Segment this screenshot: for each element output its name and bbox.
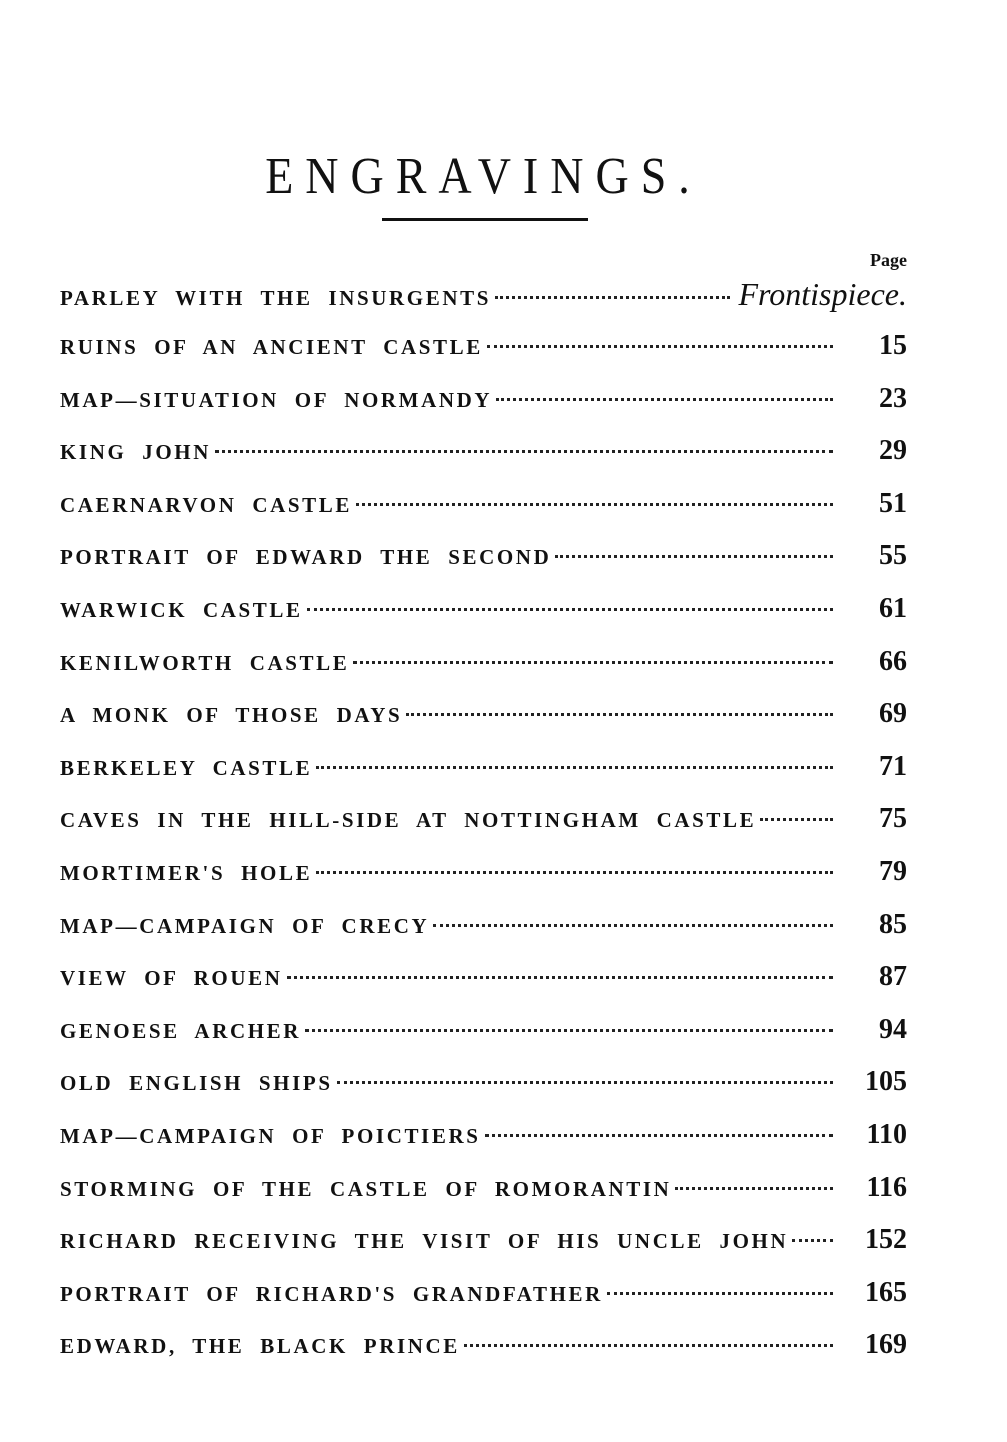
entry-label: KENILWORTH CASTLE (60, 650, 350, 675)
list-item (60, 593, 907, 646)
dot-leader (316, 766, 833, 769)
dot-leader (337, 1081, 833, 1084)
list-item (60, 1066, 907, 1119)
entry-label: PORTRAIT OF EDWARD THE SECOND (60, 545, 552, 570)
entry-page: 66 (879, 645, 907, 677)
entry-page: 165 (865, 1276, 907, 1308)
engravings-list (60, 276, 907, 1382)
list-item (60, 383, 907, 436)
dot-leader (305, 1029, 833, 1032)
list-item (60, 803, 907, 856)
entry-page: 169 (865, 1329, 907, 1361)
list-item (60, 646, 907, 699)
entry-label: MORTIMER'S HOLE (60, 860, 313, 885)
entry-label: BERKELEY CASTLE (60, 755, 313, 780)
entry-page: 71 (879, 750, 907, 782)
list-item (60, 276, 907, 330)
list-item (60, 1014, 907, 1067)
dot-leader (215, 450, 833, 453)
dot-leader (316, 871, 833, 874)
entry-label: A MONK OF THOSE DAYS (60, 703, 403, 728)
entry-page: 69 (879, 698, 907, 730)
entry-label: CAERNARVON CASTLE (60, 492, 352, 517)
page-column-header: Page (870, 250, 907, 270)
list-item (60, 540, 907, 593)
entry-label: RUINS OF AN ANCIENT CASTLE (60, 335, 483, 359)
entry-page: 23 (879, 382, 907, 414)
list-item (60, 1224, 907, 1277)
dot-leader (406, 713, 833, 716)
entry-label: MAP—SITUATION OF NORMANDY (60, 387, 493, 412)
entry-label: KING JOHN (60, 440, 211, 465)
entry-label: EDWARD, THE BLACK PRINCE (60, 1334, 460, 1359)
entry-page: 116 (866, 1171, 907, 1203)
entry-page: Frontispiece. (738, 276, 907, 312)
dot-leader (307, 608, 833, 611)
dot-leader (487, 345, 833, 348)
entry-page: 15 (879, 330, 907, 361)
entry-page: 110 (866, 1118, 907, 1150)
dot-leader (607, 1292, 833, 1295)
entry-label: STORMING OF THE CASTLE OF ROMORANTIN (60, 1176, 672, 1201)
entry-page: 29 (879, 435, 907, 467)
list-item (60, 909, 907, 962)
dot-leader (675, 1187, 833, 1190)
dot-leader (792, 1239, 833, 1242)
list-item (60, 1277, 907, 1330)
list-item (60, 488, 907, 541)
entry-page: 75 (879, 803, 907, 835)
dot-leader (353, 661, 833, 664)
title-rule (382, 218, 588, 221)
dot-leader (496, 398, 833, 401)
entry-page: 51 (879, 487, 907, 519)
entry-label: PORTRAIT OF RICHARD'S GRANDFATHER (60, 1281, 603, 1306)
dot-leader (760, 818, 833, 821)
list-item (60, 1119, 907, 1172)
dot-leader (485, 1134, 834, 1137)
list-item (60, 435, 907, 488)
list-item (60, 751, 907, 804)
list-item (60, 330, 907, 383)
entry-label: GENOESE ARCHER (60, 1018, 302, 1043)
dot-leader (555, 555, 833, 558)
entry-page: 105 (865, 1066, 907, 1098)
dot-leader (356, 503, 833, 506)
entry-label: WARWICK CASTLE (60, 597, 303, 622)
entry-page: 85 (879, 908, 907, 940)
entry-label: OLD ENGLISH SHIPS (60, 1071, 333, 1096)
dot-leader (433, 924, 833, 927)
entry-label: MAP—CAMPAIGN OF CRECY (60, 913, 430, 938)
dot-leader (464, 1344, 833, 1347)
entry-label: PARLEY WITH THE INSURGENTS (60, 286, 491, 310)
dot-leader (287, 976, 834, 979)
entry-page: 94 (879, 1013, 907, 1045)
list-item (60, 698, 907, 751)
dot-leader (495, 296, 730, 299)
entry-page: 152 (865, 1224, 907, 1256)
entry-label: RICHARD RECEIVING THE VISIT OF HIS UNCLE JOHN (60, 1229, 789, 1254)
entry-label: MAP—CAMPAIGN OF POICTIERS (60, 1123, 481, 1148)
list-item (60, 961, 907, 1014)
entry-label: CAVES IN THE HILL-SIDE AT NOTTINGHAM CASTLE (60, 808, 757, 833)
list-item (60, 1329, 907, 1382)
list-item (60, 856, 907, 909)
entry-page: 87 (879, 961, 907, 993)
page-title: ENGRAVINGS. (265, 146, 702, 205)
entry-page: 61 (879, 592, 907, 624)
list-item (60, 1172, 907, 1225)
entry-label: VIEW OF ROUEN (60, 966, 283, 991)
entry-page: 55 (879, 540, 907, 572)
entry-page: 79 (879, 855, 907, 887)
